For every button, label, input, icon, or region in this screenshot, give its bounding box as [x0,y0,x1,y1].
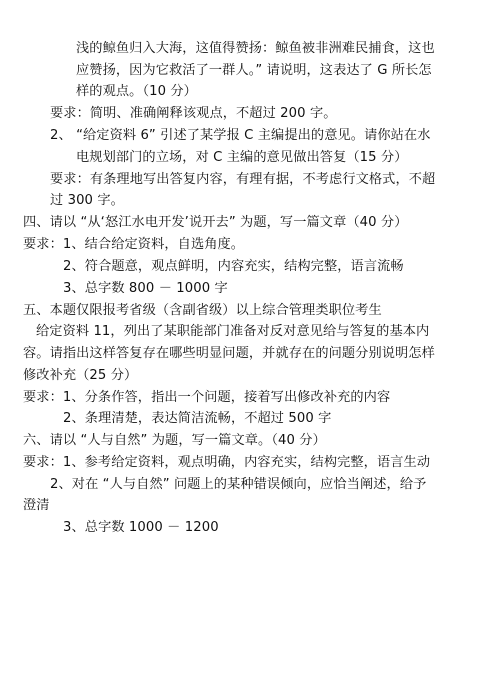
text-line: 要求：有条理地写出答复内容，有理有据，不考虑行文格式，不超 [50,172,436,187]
text-line: 修改补充（25 分） [23,368,138,383]
text-line: 2、对在 “人与自然” 问题上的某种错误倾向，应恰当阐述，给予 [50,477,427,492]
text-line: 2、条理清楚，表达简洁流畅，不超过 500 字 [63,411,332,426]
text-line: 3、总字数 800 － 1000 字 [63,281,228,296]
section-heading: 四、请以 “从‘怒江水电开发’说开去” 为题，写一篇文章（40 分） [23,215,408,230]
text-line: 容。请指出这样答复存在哪些明显问题，并就存在的问题分别说明怎样 [23,346,435,361]
text-line: 电规划部门的立场，对 C 主编的意见做出答复（15 分） [76,150,408,165]
text-line: 过 300 字。 [50,193,124,208]
text-line: 要求：1、结合给定资料，自选角度。 [23,237,245,252]
text-line: 澄清 [23,498,50,513]
section-heading: 六、请以 “人与自然” 为题，写一篇文章。（40 分） [23,433,326,448]
text-line: 要求：简明、准确阐释该观点，不超过 200 字。 [50,106,337,121]
text-line: 浅的鲸鱼归入大海，这值得赞扬：鲸鱼被非洲难民捕食，这也 [76,41,435,56]
text-line: 样的观点。（10 分） [76,84,197,99]
text-line: 要求：1、分条作答，指出一个问题，接着写出修改补充的内容 [23,390,391,405]
text-line: 3、总字数 1000 － 1200 [63,520,219,535]
text-line: 给定资料 11，列出了某职能部门准备对反对意见给与答复的基本内 [36,324,430,339]
text-line: 应赞扬，因为它救活了一群人。” 请说明，这表达了 G 所长怎 [76,63,432,78]
text-line: 要求：1、参考给定资料，观点明确，内容充实，结构完整，语言生动 [23,455,431,470]
section-heading: 五、本题仅限报考省级（含副省级）以上综合管理类职位考生 [23,303,382,318]
text-line: 2、 “给定资料 6” 引述了某学报 C 主编提出的意见。请你站在水 [50,128,431,143]
text-line: 2、符合题意，观点鲜明，内容充实，结构完整，语言流畅 [63,259,404,274]
